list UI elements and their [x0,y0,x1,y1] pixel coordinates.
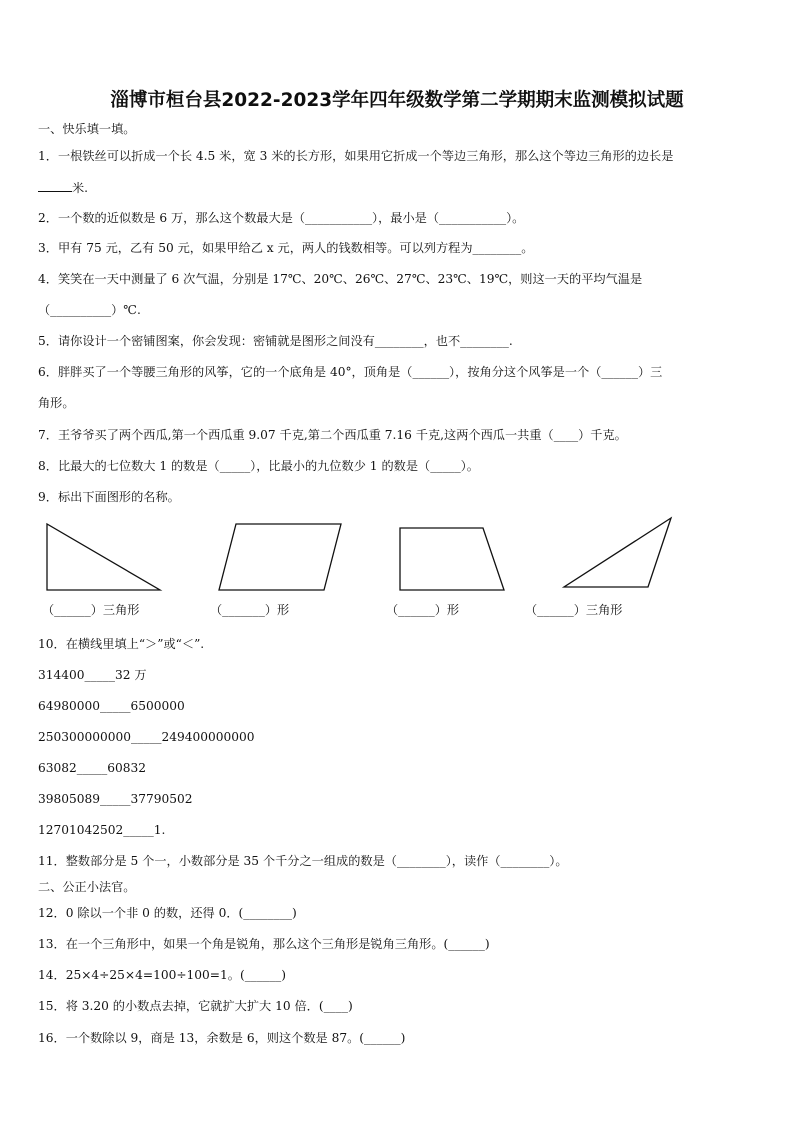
question-16: 16．一个数除以 9，商是 13，余数是 6，则这个数是 87。(______) [38,1031,406,1045]
question-7: 7．王爷爷买了两个西瓜,第一个西瓜重 9.07 千克,第二个西瓜重 7.16 千克,这两个西瓜一共重（____）千克。 [38,428,627,442]
shape-caption-1: （______）三角形 [42,603,140,617]
right-triangle-shape [47,524,160,590]
question-10-item-3: 250300000000_____249400000000 [38,730,255,744]
obtuse-triangle-shape [564,518,671,587]
section-heading-1: 一、快乐填一填。 [38,122,136,136]
question-9: 9．标出下面图形的名称。 [38,490,180,504]
question-10-item-4: 63082_____60832 [38,761,147,775]
question-10-item-1: 314400_____32 万 [38,668,147,682]
trapezoid-shape [400,528,504,590]
question-3: 3．甲有 75 元，乙有 50 元，如果甲给乙 x 元，两人的钱数相等。可以列方程为________。 [38,241,534,255]
question-10: 10．在横线里填上“＞”或“＜”. [38,637,205,651]
question-10-item-2: 64980000_____6500000 [38,699,185,713]
parallelogram-shape [219,524,341,590]
shape-figures-svg [0,510,794,600]
shape-caption-4: （______）三角形 [525,603,623,617]
question-13: 13．在一个三角形中，如果一个角是锐角，那么这个三角形是锐角三角形。(______) [38,937,490,951]
question-11: 11．整数部分是 5 个一，小数部分是 35 个千分之一组成的数是（________），读作（________）。 [38,854,568,868]
answer-blank[interactable] [38,179,72,192]
shape-caption-2: （_______）形 [210,603,290,617]
section-heading-2: 二、公正小法官。 [38,880,136,894]
question-6-line-1: 6．胖胖买了一个等腰三角形的风筝，它的一个底角是 40°，顶角是（______），按角分这个风筝是一个（______）三 [38,365,663,379]
question-1-unit: 米. [72,181,89,195]
question-2: 2．一个数的近似数是 6 万，那么这个数最大是（___________），最小是（___________）。 [38,211,525,225]
question-6-line-2: 角形。 [38,396,75,410]
question-15: 15．将 3.20 的小数点去掉，它就扩大扩大 10 倍．(____) [38,999,353,1013]
question-12: 12．0 除以一个非 0 的数，还得 0．(________) [38,906,297,920]
question-5: 5．请你设计一个密铺图案，你会发现：密铺就是图形之间没有________，也不________. [38,334,513,348]
page-title: 淄博市桓台县2022-2023学年四年级数学第二学期期末监测模拟试题 [110,90,684,111]
question-10-item-5: 39805089_____37790502 [38,792,193,806]
shape-caption-3: （______）形 [386,603,460,617]
question-1-line-2 [38,179,88,196]
question-10-item-6: 12701042502_____1. [38,823,166,837]
question-8: 8．比最大的七位数大 1 的数是（_____），比最小的九位数少 1 的数是（_____）。 [38,459,479,473]
question-1-line-1: 1．一根铁丝可以折成一个长 4.5 米，宽 3 米的长方形，如果用它折成一个等边三角形，那么这个等边三角形的边长是 [38,149,674,163]
question-4-line-2: （__________）℃. [38,303,141,317]
question-4-line-1: 4．笑笑在一天中测量了 6 次气温，分别是 17℃、20℃、26℃、27℃、23℃、19℃，则这一天的平均气温是 [38,272,643,286]
shape-figures [0,510,794,600]
question-14: 14．25×4÷25×4=100÷100=1。(______) [38,968,287,982]
